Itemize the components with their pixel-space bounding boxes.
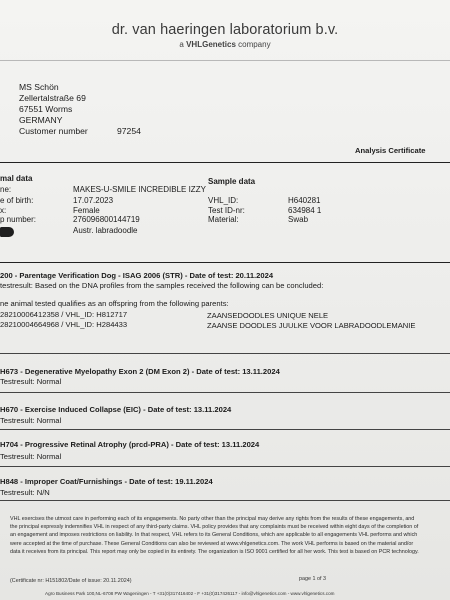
- divider-disclaimer: [0, 500, 450, 501]
- test-4-title: H848 - Improper Coat/Furnishings - Date of test: 19.11.2024: [0, 477, 213, 486]
- test-2-result: Testresult: Normal: [0, 416, 62, 425]
- sample-data-heading: Sample data: [208, 177, 256, 186]
- addressee-name: MS Schön: [19, 82, 59, 92]
- test-1-result: Testresult: Normal: [0, 377, 62, 386]
- sample-label-test-id: Test ID-nr:: [208, 206, 245, 215]
- sample-label-material: Material:: [208, 215, 239, 224]
- animal-value-birth: 17.07.2023: [73, 196, 114, 205]
- test-4-result: Testresult: N/N: [0, 488, 50, 497]
- animal-value-chip: 276096800144719: [73, 215, 140, 224]
- animal-value-name: MAKES-U-SMILE INCREDIBLE IZZY: [73, 185, 206, 194]
- divider-test-1: [0, 353, 450, 354]
- sample-value-test-id: 634984 1: [288, 206, 322, 215]
- animal-label-birth: e of birth:: [0, 196, 34, 205]
- animal-label-name: ne:: [0, 185, 12, 194]
- address-country: GERMANY: [19, 115, 63, 125]
- address-street: Zellertalstraße 69: [19, 93, 86, 103]
- parent-2-name: ZAANSE DOODLES JUULKE VOOR LABRADOODLEMANIE: [207, 321, 416, 330]
- animal-value-sex: Female: [73, 206, 100, 215]
- certificate-number: (Certificate nr: H151802/Date of issue: 20.11.2024): [10, 578, 132, 584]
- animal-label-chip: p number:: [0, 215, 37, 224]
- ink-mark: [0, 227, 14, 237]
- divider-test-2: [0, 392, 450, 393]
- address-city: 67551 Worms: [19, 104, 73, 114]
- parentage-qualify-line: ne animal tested qualifies as an offspring from the following parents:: [0, 299, 229, 308]
- company-suffix: company: [235, 40, 271, 49]
- customer-number-label: Customer number: [19, 126, 88, 136]
- parentage-result: testresult: Based on the DNA profiles from the samples received the following can be concluded:: [0, 281, 324, 290]
- parent-1-ids: 28210006412358 / VHL_ID: H812717: [0, 310, 128, 319]
- test-1-title: H673 - Degenerative Myelopathy Exon 2 (DM Exon 2) - Date of test: 13.11.2024: [0, 367, 280, 376]
- section-divider-top: [0, 162, 450, 163]
- lab-name: dr. van haeringen laboratorium b.v.: [111, 22, 339, 38]
- animal-data-heading: mal data: [0, 174, 33, 183]
- parent-2-ids: 28210004664968 / VHL_ID: H284433: [0, 320, 128, 329]
- sample-value-material: Swab: [288, 215, 309, 224]
- animal-label-sex: x:: [0, 206, 7, 215]
- disclaimer-text: VHL exercises the utmost care in performing each of its engagements. No party other than the principal may derive any rights from the results of these engagements, and the principal expressly indemnifies VHL in respect of any third-party claims. VHL policy provides that any complaints must be received within eight days of the completion of an engagement and imposes restrictions on liability. In that respect, VHL refers to its General Conditions, which are applicable to all engagements VHL performs and which were accepted at the time of purchase. These General Conditions can also be reviewed at www.vhlgenetics.com. The work VHL performs is based on the material and/or data it receives from its principal. This report may only be copied in its entirety. The organization is ISO 9001 certified for all her work. This test is based on PCR technology.: [10, 516, 419, 555]
- company-tagline: [0, 40, 450, 49]
- company-brand: VHLGenetics: [186, 40, 236, 49]
- test-2-title: H670 - Exercise Induced Collapse (EIC) - Date of test: 13.11.2024: [0, 405, 232, 414]
- divider-test-4: [0, 466, 450, 467]
- test-3-result: Testresult: Normal: [0, 452, 62, 461]
- footer-address: Agro Business Park 100,NL-6708 PW Wageningen - T +31(0)317416402 - F +31(0)317426117 - info@vhlgenetics.com - www.vhlgenetics.com: [45, 591, 335, 596]
- section-divider-parentage: [0, 262, 450, 263]
- certificate-title: Analysis Certificate: [355, 146, 426, 155]
- company-prefix: a: [179, 40, 187, 49]
- sample-label-vhl-id: VHL_ID:: [208, 196, 239, 205]
- customer-number: 97254: [117, 126, 141, 136]
- test-3-title: H704 - Progressive Retinal Atrophy (prcd-PRA) - Date of test: 13.11.2024: [0, 440, 260, 449]
- parent-1-name: ZAANSEDOODLES UNIQUE NELE: [207, 311, 329, 320]
- page-number: page 1 of 3: [299, 576, 326, 582]
- divider-test-3: [0, 429, 450, 430]
- header-divider: [0, 60, 450, 61]
- sample-value-vhl-id: H640281: [288, 196, 321, 205]
- animal-value-breed: Austr. labradoodle: [73, 226, 138, 235]
- parentage-title: 200 - Parentage Verification Dog - ISAG 2006 (STR) - Date of test: 20.11.2024: [0, 271, 274, 280]
